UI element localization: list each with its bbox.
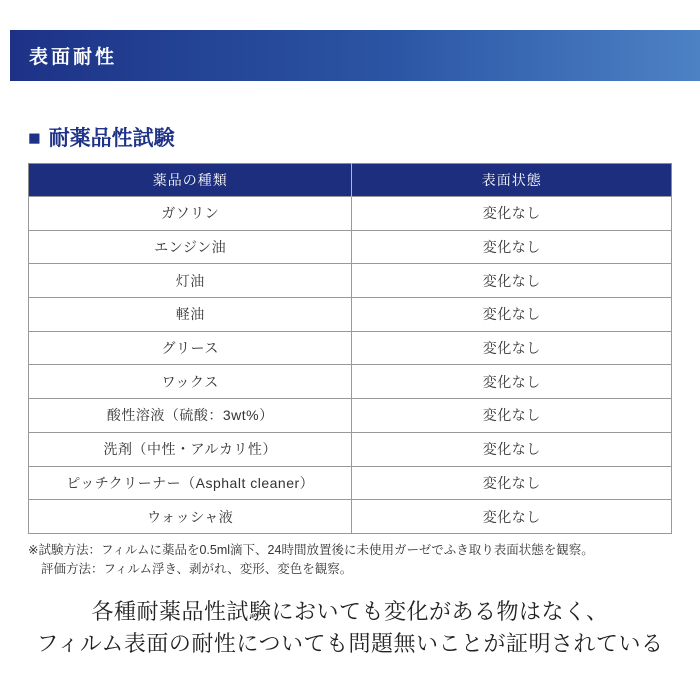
top-banner — [10, 30, 700, 81]
result-cell: 変化なし — [352, 432, 672, 466]
result-cell: 変化なし — [352, 264, 672, 298]
chemical-cell: エンジン油 — [29, 230, 352, 264]
chemical-cell: 洗剤（中性・アルカリ性） — [29, 432, 352, 466]
table-row — [29, 399, 672, 433]
header-chemical-type: 薬品の種類 — [29, 164, 352, 197]
table-row — [29, 365, 672, 399]
section-title: 耐薬品性試験 — [48, 127, 175, 150]
banner-title: 表面耐性 — [29, 47, 118, 68]
result-cell: 変化なし — [352, 197, 672, 231]
result-cell: 変化なし — [352, 331, 672, 365]
test-method-note: ※試験方法：フィルムに薬品を0.5ml滴下、24時間放置後に未使用ガーゼでふき取り表面状態を観察。 — [28, 542, 594, 557]
chemical-resistance-table — [28, 163, 672, 534]
table-row — [29, 197, 672, 231]
result-cell: 変化なし — [352, 399, 672, 433]
section-heading — [28, 126, 700, 152]
table-row — [29, 264, 672, 298]
conclusion-line-2: フィルム表面の耐性についても問題無いことが証明されている — [36, 630, 664, 656]
chemical-cell: ピッチクリーナー（Asphalt cleaner） — [29, 466, 352, 500]
chemical-cell: 酸性溶液（硫酸：3wt%） — [29, 399, 352, 433]
result-cell: 変化なし — [352, 230, 672, 264]
chemical-cell: グリース — [29, 331, 352, 365]
square-bullet-icon: ■ — [28, 127, 41, 150]
table-body — [29, 197, 672, 534]
table-row — [29, 230, 672, 264]
table-row — [29, 466, 672, 500]
chemical-cell: ワックス — [29, 365, 352, 399]
table-row — [29, 298, 672, 332]
chemical-cell: 灯油 — [29, 264, 352, 298]
result-cell: 変化なし — [352, 365, 672, 399]
conclusion-line-1: 各種耐薬品性試験においても変化がある物はなく、 — [91, 598, 609, 624]
table-row — [29, 331, 672, 365]
header-surface-state: 表面状態 — [352, 164, 672, 197]
table-header — [29, 164, 672, 197]
table-row — [29, 432, 672, 466]
chemical-cell: ウォッシャ液 — [29, 500, 352, 534]
chemical-cell: 軽油 — [29, 298, 352, 332]
result-cell: 変化なし — [352, 298, 672, 332]
conclusion-text — [0, 596, 700, 660]
result-cell: 変化なし — [352, 466, 672, 500]
chemical-cell: ガソリン — [29, 197, 352, 231]
result-cell: 変化なし — [352, 500, 672, 534]
footnotes — [28, 541, 700, 579]
table-row — [29, 500, 672, 534]
evaluation-method-note: 評価方法：フィルム浮き、剥がれ、変形、変色を観察。 — [41, 561, 353, 576]
